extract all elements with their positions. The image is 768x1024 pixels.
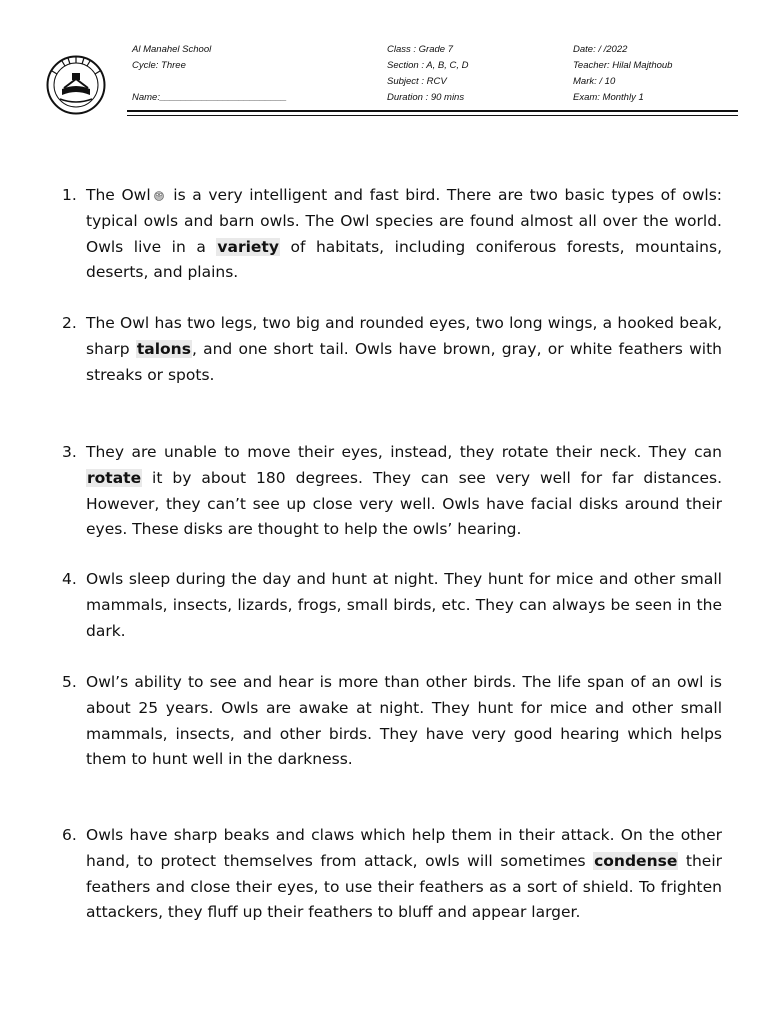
duration: Duration : 90 mins xyxy=(387,92,465,103)
paragraph-text xyxy=(62,567,722,644)
paragraph-1 xyxy=(62,183,722,286)
text-run: Owls have sharp beaks and claws which help them in their attack. On the other hand, to protect themselves from attack, owls will sometimes xyxy=(86,826,722,870)
vocab-word-rotate: rotate xyxy=(87,468,142,487)
vocab-word-talons: talons xyxy=(136,339,191,358)
text-run: is a very intelligent and fast bird. There are two basic types of owls: typical owls and barn owls. The Owl species are found almost all over the world. Owls live in a xyxy=(86,186,722,256)
text-run: , and one short tail. Owls have brown, gray, or white feathers with streaks or spots. xyxy=(86,339,722,384)
text-run: it by about 180 degrees. They can see very well for far distances. However, they can’t see up close very well. Owls have facial disks around their eyes. These disks are thought to help the owls’ hearing. xyxy=(86,468,722,539)
paragraph-number: 6. xyxy=(62,826,77,844)
school-name: Al Manahel School xyxy=(132,44,212,55)
date: Date: / /2022 xyxy=(573,44,628,55)
teacher: Teacher: Hilal Majthoub xyxy=(573,60,673,71)
student-name-line: Name:________________________ xyxy=(132,92,287,103)
mark: Mark: / 10 xyxy=(573,76,616,87)
paragraph-2 xyxy=(62,311,722,388)
paragraph-6 xyxy=(62,823,722,926)
text-run: Owls sleep during the day and hunt at night. They hunt for mice and other small mammals, insects, lizards, frogs, small birds, etc. They can always be seen in the dark. xyxy=(86,570,722,640)
text-run: Owl’s ability to see and hear is more than other birds. The life span of an owl is about 25 years. Owls are awake at night. They hunt for mice and other small mammals, insects, and other birds. They have very good hearing which helps them to hunt well in the darkness. xyxy=(86,673,722,769)
vocab-word-variety: variety xyxy=(217,237,279,256)
text-run: The Owl has two legs, two big and rounded eyes, two long wings, a hooked beak, sharp xyxy=(86,314,722,358)
paragraph-text xyxy=(62,440,722,543)
cycle: Cycle: Three xyxy=(132,60,186,71)
paragraph-number: 4. xyxy=(62,570,77,588)
section: Section : A, B, C, D xyxy=(387,60,469,71)
subject: Subject : RCV xyxy=(387,76,447,87)
paragraph-text xyxy=(62,823,722,926)
text-run: of habitats, including coniferous forests, mountains, deserts, and plains. xyxy=(86,237,722,282)
school-info xyxy=(132,42,287,106)
vocab-word-condense: condense xyxy=(594,851,678,870)
owl-icon xyxy=(153,189,165,201)
text-run: The Owl xyxy=(86,186,151,204)
paragraph-4 xyxy=(62,567,722,644)
paragraph-text xyxy=(62,670,722,773)
exam-header xyxy=(0,0,768,120)
exam-info xyxy=(573,42,672,106)
paragraph-number: 1. xyxy=(62,186,77,204)
text-run: They are unable to move their eyes, instead, they rotate their neck. They can xyxy=(86,443,722,461)
school-logo-icon xyxy=(46,55,106,115)
paragraph-number: 2. xyxy=(62,314,77,332)
paragraph-5 xyxy=(62,670,722,773)
paragraph-number: 5. xyxy=(62,673,77,691)
class-info xyxy=(387,42,468,106)
paragraph-3 xyxy=(62,440,722,543)
class: Class : Grade 7 xyxy=(387,44,453,55)
paragraph-number: 3. xyxy=(62,443,77,461)
exam-type: Exam: Monthly 1 xyxy=(573,92,644,103)
header-rule-thin xyxy=(127,115,738,116)
header-rule-thick xyxy=(127,110,738,112)
paragraph-text xyxy=(62,311,722,388)
paragraph-text xyxy=(62,183,722,286)
text-run: their feathers and close their eyes, to use their feathers as a sort of shield. To frighten attackers, they fluff up their feathers to bluff and appear larger. xyxy=(86,851,723,922)
